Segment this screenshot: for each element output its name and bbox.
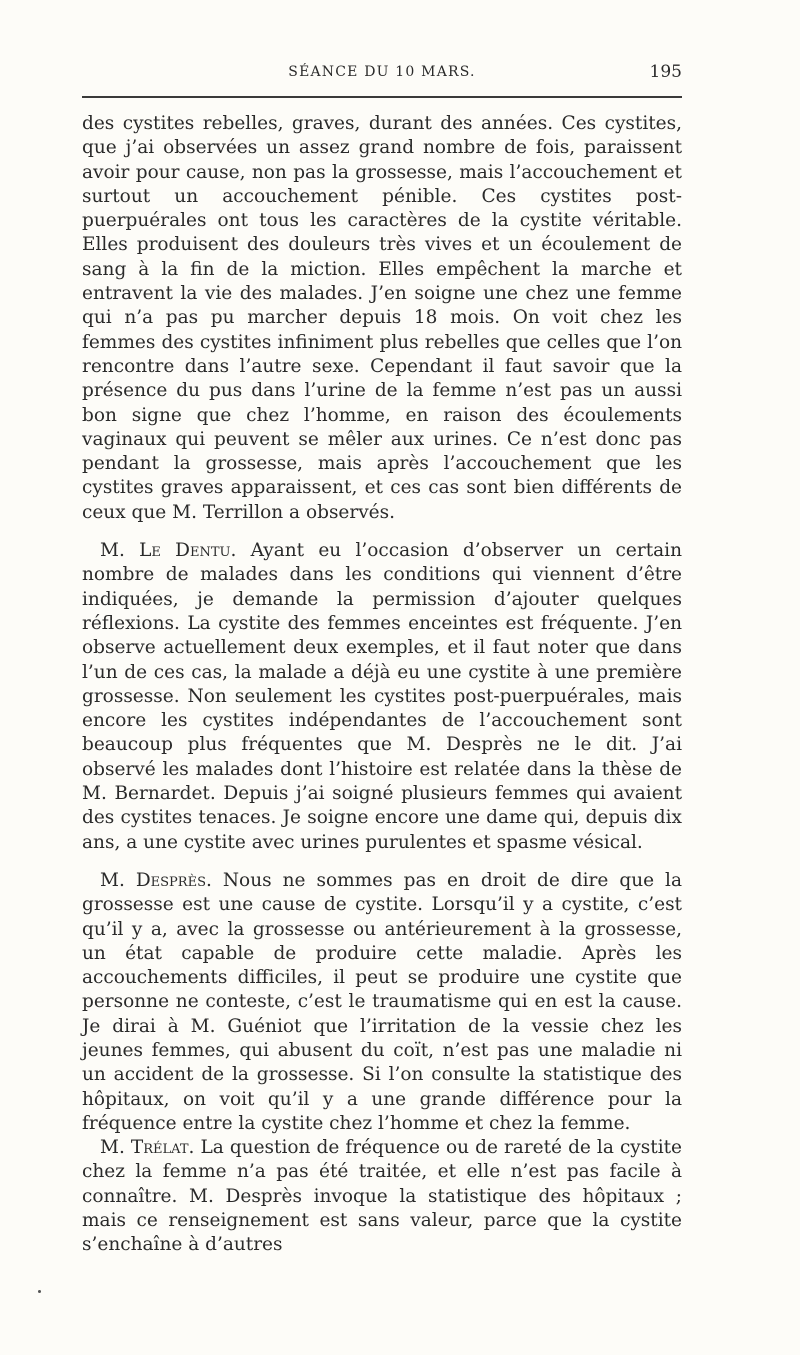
page-header — [82, 64, 682, 88]
paragraph-text: des cystites rebelles, graves, durant des années. Ces cystites, que j’ai observées un assez grand nombre de fois, paraissent avoir pour cause, non pas la grossesse, mais l’accouchement et surtout un accouchement pénible. Ces cystites post-puerpuérales ont tous les caractères de la cystite véritable. Elles produisent des douleurs très vives et un écoulement de sang à la fin de la miction. Elles empêchent la marche et entravent la vie des malades. J’en soigne une chez une femme qui n’a pas pu marcher depuis 18 mois. On voit chez les femmes des cystites infiniment plus rebelles que celles que l’on rencontre dans l’autre sexe. Cependant il faut savoir que la présence du pus dans l’urine de la femme n’est pas un aussi bon signe que chez l’homme, en raison des écoulements vaginaux qui peuvent se mêler aux urines. Ce n’est donc pas pendant la grossesse, mais après l’accouchement que les cystites graves apparaissent, et ces cas sont bien différents de ceux que M. Terrillon a observés. — [82, 113, 682, 523]
speaker-name: M. Trélat. — [100, 1137, 195, 1159]
body-text — [82, 112, 682, 1258]
speaker-name: M. Desprès. — [100, 869, 212, 891]
paragraph-despres — [82, 869, 682, 1136]
paragraph-continuation — [82, 112, 682, 525]
paragraph-text: La question de fréquence ou de rareté de la cystite chez la femme n’a pas été traitée, et elle n’est pas facile à connaître. M. Desprès invoque la statistique des hôpitaux ; mais ce renseignement est sans valeur, parce que la cystite s’enchaîne à d’autres — [82, 1137, 682, 1256]
paragraph-le-dentu — [82, 539, 682, 855]
margin-speck — [38, 1290, 41, 1293]
paragraph-text: Nous ne sommes pas en droit de dire que la grossesse est une cause de cystite. Lorsqu’il y a cystite, c’est qu’il y a, avec la grossesse ou antérieurement à la grossesse, un état capable de produire cette maladie. Après les accouchements difficiles, il peut se produire une cystite que personne ne conteste, c’est le traumatisme qui en est la cause. Je dirai à M. Guéniot que l’irritation de la vessie chez les jeunes femmes, qui abusent du coït, n’est pas une maladie ni un accident de la grossesse. Si l’on consulte la statistique des hôpitaux, on voit qu’il y a une grande différence pour la fréquence entre la cystite chez l’homme et chez la femme. — [82, 869, 682, 1134]
page-number: 195 — [649, 62, 682, 82]
header-rule — [82, 96, 682, 98]
paragraph-text: Ayant eu l’occasion d’observer un certain nombre de malades dans les conditions qui viennent d’être indiquées, je demande la permission d’ajouter quelques réflexions. La cystite des femmes enceintes est fréquente. J’en observe actuellement deux exemples, et il faut noter que dans l’un de ces cas, la malade a déjà eu une cystite à une première grossesse. Non seulement les cystites post-puerpuérales, mais encore les cystites indépendantes de l’accouchement sont beaucoup plus fréquentes que M. Desprès ne le dit. J’ai observé les malades dont l’histoire est relatée dans la thèse de M. Bernardet. Depuis j’ai soigné plusieurs femmes qui avaient des cystites tenaces. Je soigne encore une dame qui, depuis dix ans, a une cystite avec urines purulentes et spasme vésical. — [82, 540, 682, 853]
running-title: SÉANCE DU 10 MARS. — [288, 64, 476, 80]
speaker-name: M. Le Dentu. — [100, 540, 237, 562]
paragraph-trelat — [82, 1136, 682, 1257]
